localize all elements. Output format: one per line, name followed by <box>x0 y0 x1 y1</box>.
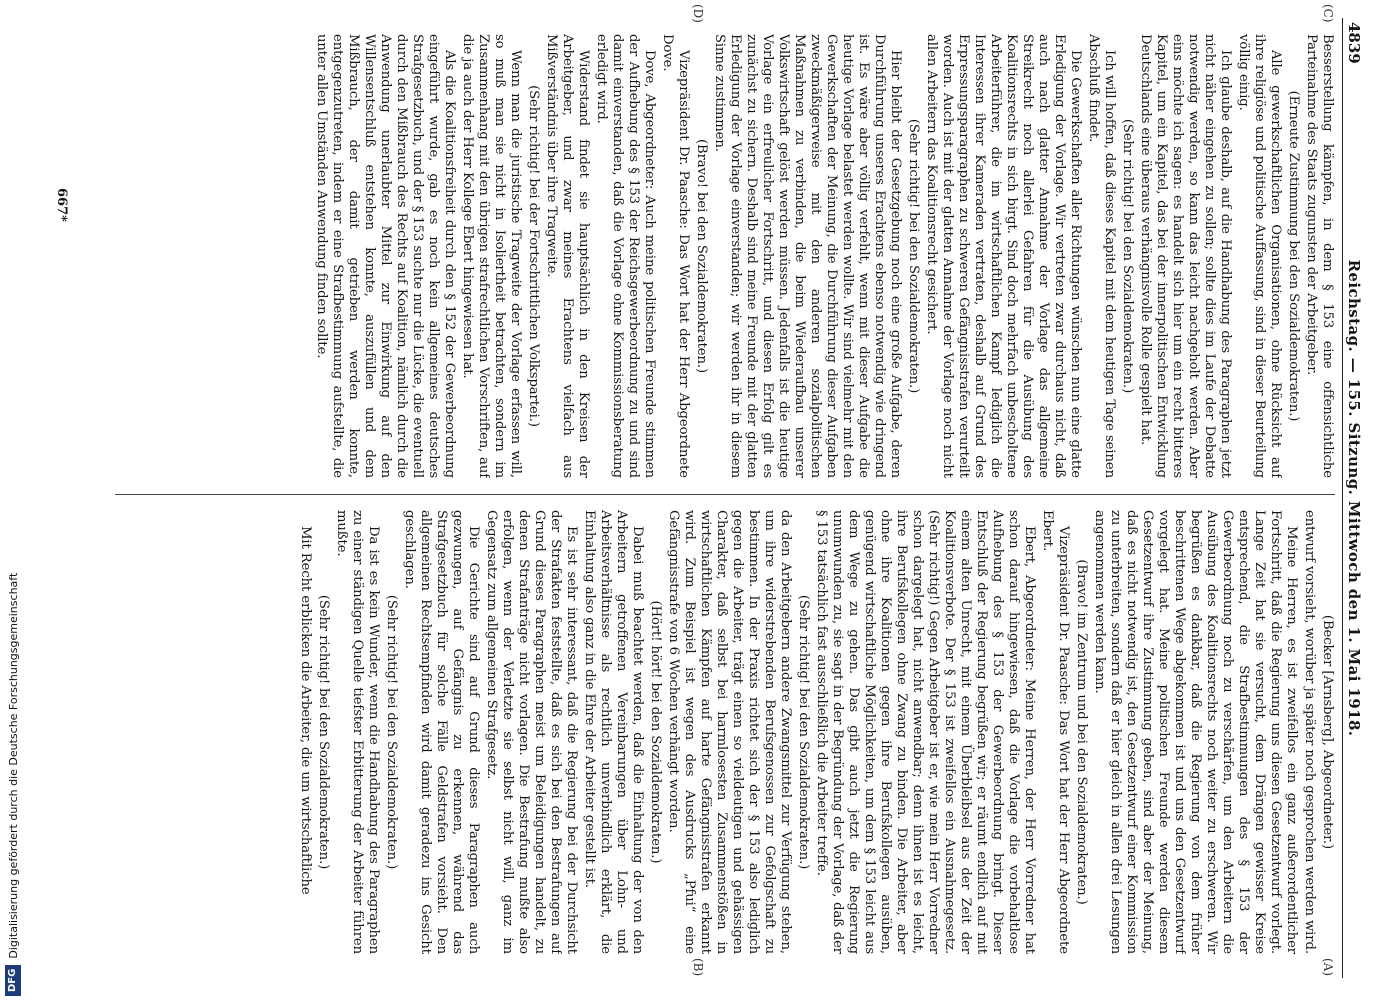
interjection: (Sehr richtig! bei den Sozialdemokraten.) <box>316 594 331 870</box>
interjection: (Hört! hört! bei den Sozialdemokraten.) <box>648 600 663 864</box>
scanned-page <box>35 4 1365 978</box>
speaker-continuation-label: (Becker [Arnsberg], Abgeordneter.) <box>1320 614 1335 850</box>
margin-mark-b: (B) <box>691 958 705 977</box>
paragraph: Besserstellung kämpfen, in dem § 153 eine offensichtliche Parteinahme des Staats zugunsten der Arbeitgeber. <box>1304 34 1335 478</box>
paragraph: da den Arbeitgebern andere Zwangsmittel zur Verfügung stehen, um ihre widerstrebenden Berufsgenossen zur Gefolgschaft zu bestimmen. In der Praxis richtet sich der § 153 also lediglich gegen die Arbeiter, trägt einen so vieldeutigen und gehässigen Charakter, daß selbst bei harmlosesten Zusammenstößen in wirtschaftlichen Kämpfen auf harte Gefängnisstrafen erkannt wird. Zum Beispiel ist wegen des Ausdrucks „Pfui“ eine Gefängnisstrafe von 6 Wochen verhängt worden. <box>666 510 793 954</box>
header-title: Reichstag. — 155. Sitzung. Mittwoch den 1. Mai 1918. <box>1345 259 1363 737</box>
interjection: (Sehr richtig! bei den Sozialdemokraten.) <box>384 594 399 870</box>
paragraph: Als die Koalitionsfreiheit durch den § 152 der Gewerbeordnung eingeführt wurde, gab es noch kein allgemeines deutsches Strafgesetzbuch, und der § 153 suchte nur die Lücke, die eventuell durch den Mißbrauch des Rechts auf Koalition, nämlich durch die Anwendung unerlaubter Mittel zur Einwirkung auf den Willensentschluß entstehen konnte, auszufüllen und dem Mißbrauch, der damit getrieben werden konnte, entgegenzutreten, indem er eine Strafbestimmung aufstellte, die unter allen Umständen Anwendung finden sollte. <box>314 34 457 478</box>
interjection: (Bravo! bei den Sozialdemokraten.) <box>694 138 709 374</box>
running-head <box>1342 18 1365 978</box>
paragraph: Mit Recht erblicken die Arbeiter, die um wirtschaftliche <box>298 526 313 895</box>
margin-mark-a: (A) <box>1321 958 1335 977</box>
paragraph: Widerstand findet sie hauptsächlich in den Kreisen der Arbeitgeber, und zwar meines Erachtens vielfach aus Mißverständnis über ihre Tragweite. <box>544 34 591 478</box>
paragraph: entwurf vorsieht, worüber ja später noch gesprochen werden wird. <box>1302 510 1317 954</box>
column-divider <box>115 494 1335 495</box>
speech-opening: Ebert, Abgeordneter: Meine Herren, der Herr Vorredner hat schon darauf hingewiesen, daß die Vorlage die vorbehaltlose Aufhebung des § 153 der Gewerbeordnung bringt. Dieser Entschluß der Regierung begrüßen wir; er räumt endlich auf mit einem alten Unrecht, mit einem Überbleibsel aus der Zeit der Koalitionsverbote. Der § 153 ist zweifellos ein Ausnahmegesetz. (Sehr richtig!) Gegen Arbeitgeber ist er, wie mein Herr Vorredner schon dargelegt hat, nicht anwendbar; denn ihnen ist es leicht, ihre Berufskollegen ohne Zwang zu binden. Die Arbeiter, aber ohne ihre Koalitionen gegen ihre Berufskollegen ausüben, genügend wirtschaftliche Möglichkeiten, um dem § 153 leicht aus dem Wege zu gehen. Das gibt auch jetzt die Regierung unumwunden zu, sie sagt in der Begründung der Vorlage, daß der § 153 tatsächlich fast ausschließlich die Arbeiter treffe. <box>814 510 1037 954</box>
text-column-left <box>95 34 1335 478</box>
footer-credit-text: Digitalisierung gefördert durch die Deutsche Forschungsgemeinschaft <box>6 572 20 959</box>
paragraph: Alle gewerkschaftlichen Organisationen, ohne Rücksicht auf ihre religiöse und politische Auffassung, sind in dieser Beurteilung völlig einig. <box>1236 34 1283 478</box>
paragraph: Es ist sehr interessant, daß die Regierung bei der Durchsicht der Strafakten feststellte, daß es sich bei den Bestrafungen auf Grund dieses Paragraphen meist um Beleidigungen handelt, zu denen Strafanträge nicht vorlagen. Die Bestrafung mußte also erfolgen, wenn der Verletzte sie selbst nicht will, ganz im Gegensatz zum allgemeinen Strafgesetz. <box>484 510 579 954</box>
text-column-right <box>95 510 1335 954</box>
interjection: (Sehr richtig! bei den Sozialdemokraten.) <box>1120 118 1135 394</box>
paragraph: Die Gerichte sind auf Grund dieses Paragraphen auch gezwungen, auf Gefängnis zu erkennen, während das Strafgesetzbuch für solche Fälle Geldstrafen vorsieht. Den allgemeinen Rechtsempfinden wird damit geradezu ins Gesicht geschlagen. <box>402 510 481 954</box>
paragraph: Da ist es kein Wunder, wenn die Handhabung des Paragraphen zu einer ständigen Quelle tiefster Erbitterung der Arbeiter führen mußte. <box>334 510 381 954</box>
margin-mark-c: (C) <box>1321 4 1335 23</box>
paragraph: Meine Herren, es ist zweifellos ein ganz außerordentlicher Fortschritt, daß die Regierung uns diesen Gesetzentwurf vorlegt. Lange Zeit hat sie versucht, dem Drängen gewisser Kreise entsprechend, die Strafbestimmungen des § 153 der Gewerbeordnung noch zu verschärfen, um den Arbeitern die Ausübung des Koalitionsrechts noch weiter zu erschweren. Wir begrüßen es dankbar, daß die Regierung von dem früher beschrittenen Wege abgekommen ist und uns den Gesetzentwurf vorgelegt hat. Meine politischen Freunde werden diesem Gesetzentwurf ihre Zustimmung geben, sind aber der Meinung, daß es nicht notwendig ist, den Gesetzentwurf einer Kommission zu unterbreiten, sondern daß er hier gleich in allen drei Lesungen angenommen werden kann. <box>1092 510 1299 954</box>
interjection: (Erneute Zustimmung bei den Sozialdemokraten.) <box>1286 90 1301 422</box>
interjection: (Sehr richtig! bei den Sozialdemokraten.) <box>906 118 921 394</box>
speaker-announcement: Vizepräsident Dr. Paasche: Das Wort hat der Herr Abgeordnete Ebert. <box>1040 510 1071 954</box>
speaker-announcement: Vizepräsident Dr. Paasche: Das Wort hat der Herr Abgeordnete Dove. <box>660 34 691 478</box>
interjection: (Sehr richtig! bei der Fortschrittlichen Volkspartei.) <box>526 85 541 427</box>
paragraph: Ich glaube deshalb, auf die Handhabung des Paragraphen jetzt nicht näher eingehen zu sollen; sollte dies im Laufe der Debatte notwendig werden, so kann das leicht nachgeholt werden. Aber eins möchte ich sagen: es handelt sich hier um ein recht bitteres Kapitel, um ein Kapitel, das bei der innerpolitischen Entwicklung Deutschlands eine überaus verhängnisvolle Rolle gespielt hat. <box>1138 34 1233 478</box>
interjection: (Bravo! im Zentrum und bei den Sozialdemokraten.) <box>1074 559 1089 905</box>
paragraph: Wenn man die juristische Tragweite der Vorlage erfassen will, so muß man sie nicht in Isoliertheit betrachten, sondern im Zusammenhang mit den übrigen strafrechtlichen Vorschriften, auf die ja auch der Herr Kollege Ebert hingewiesen hat. <box>460 34 523 478</box>
footer-text-row <box>2 6 24 996</box>
paragraph: Ich will hoffen, daß dieses Kapitel mit dem heutigen Tage seinen Abschluß findet. <box>1086 34 1117 478</box>
paragraph: Die Gewerkschaften aller Richtungen wünschen nun eine glatte Erledigung der Vorlage. Wir vertreten zwar durchaus nicht, daß auch nach glatter Annahme der Vorlage das allgemeine Streikrecht noch allerlei Gefahren für die Ausübung des Koalitionsrechts in sich birgt. Sind doch mehrfach unbescholtene Arbeiterführer, die im wirtschaftlichen Kampf lediglich die Interessen ihrer Kameraden vertraten, deshalb auf Grund des Erpressungsparagraphen zu schweren Gefängnisstrafen verurteilt worden. Auch ist mit der glatten Annahme der Vorlage noch nicht allen Arbeitern das Koalitionsrecht gesichert. <box>924 34 1083 478</box>
paragraph: Hier bleibt der Gesetzgebung noch eine große Aufgabe, deren Durchführung unseres Erachtens ebenso notwendig wie dringend ist. Es wäre aber völlig verfehlt, wenn mit dieser Aufgabe die heutige Vorlage belastet werden wollte. Wir sind vielmehr mit den Gewerkschaften der Meinung, die Durchführung dieser Aufgaben zweckmäßigerweise mit den anderen sozialpolitischen Maßnahmen zu verbinden, die beim Wiederaufbau unserer Volkswirtschaft gelöst werden müssen. Jedenfalls ist die heutige Vorlage ein erfreulicher Fortschritt, und diesen Erfolg gilt es zunächst zu sichern. Deshalb sind meine Freunde mit der glatten Erledigung der Vorlage einverstanden; wir werden ihr in diesem Sinne zustimmen. <box>712 34 903 478</box>
dfg-footer-strip <box>0 0 28 1000</box>
page-number-bottom: 667* <box>54 188 69 222</box>
dfg-logo: DFG <box>5 965 21 996</box>
margin-mark-d: (D) <box>691 4 705 23</box>
interjection: (Sehr richtig! bei den Sozialdemokraten.) <box>796 594 811 870</box>
paragraph: Dabei muß beachtet werden, daß die Einhaltung der von den Arbeitern getroffenen Vereinbarungen über Lohn- und Arbeitsverhältnisse als rechtlich unverbindlich erklärt, die Einhaltung also ganz in die Ehre der Arbeiter gestellt ist. <box>582 510 645 954</box>
speech-opening: Dove, Abgeordneter: Auch meine politischen Freunde stimmen der Aufhebung des § 153 der Reichsgewerbeordnung zu und sind damit einverstanden, daß die Vorlage ohne Kommissionsberatung erledigt wird. <box>594 34 657 478</box>
header-page-number: 4839 <box>1345 22 1363 64</box>
